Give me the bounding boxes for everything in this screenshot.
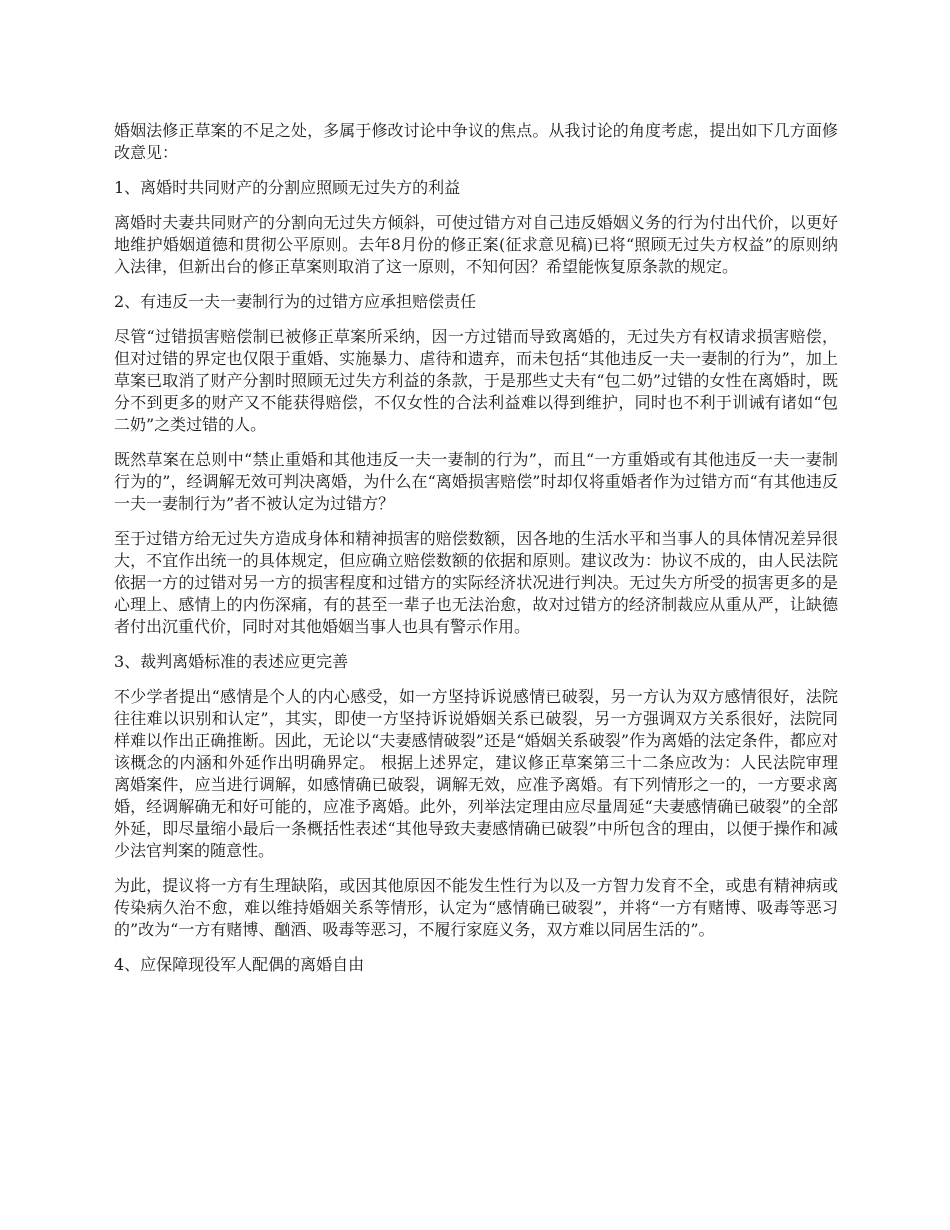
section-1-paragraph: 离婚时夫妻共同财产的分割向无过失方倾斜，可使过错方对自己违反婚姻义务的行为付出代价，以更好地维护婚姻道德和贯彻公平原则。去年8月份的修正案(征求意见稿)已将“照顾无过失方权益”的原则纳入法律，但新出台的修正草案则取消了这一原则，不知何因？希望能恢复原条款的规定。 bbox=[114, 213, 838, 276]
section-2-paragraph-3: 至于过错方给无过失方造成身体和精神损害的赔偿数额，因各地的生活水平和当事人的具体情况差异很大，不宜作出统一的具体规定，但应确立赔偿数额的依据和原则。建议改为：协议不成的，由人民法院依据一方的过错对另一方的损害程度和过错方的实际经济状况进行判决。无过失方所受的损害更多的是心理上、感情上的内伤深痛，有的甚至一辈子也无法治愈，故对过错方的经济制裁应从重从严，让缺德者付出沉重代价，同时对其他婚姻当事人也具有警示作用。 bbox=[114, 529, 838, 636]
section-3-paragraph-2: 为此，提议将一方有生理缺陷，或因其他原因不能发生性行为以及一方智力发育不全，或患有精神病或传染病久治不愈，难以维持婚姻关系等情形，认定为“感情确已破裂”，并将“一方有赌博、吸毒等恶习的”改为“一方有赌博、酗酒、吸毒等恶习，不履行家庭义务，双方难以同居生活的”。 bbox=[114, 876, 838, 939]
section-3-paragraph-1: 不少学者提出“感情是个人的内心感受，如一方坚持诉说感情已破裂，另一方认为双方感情很好，法院往往难以识别和认定”，其实，即使一方坚持诉说婚姻关系已破裂，另一方强调双方关系很好，法院同样难以作出正确推断。因此，无论以“夫妻感情破裂”还是“婚姻关系破裂”作为离婚的法定条件，都应对该概念的内涵和外延作出明确界定。 根据上述界定，建议修正草案第三十二条应改为：人民法院审理离婚案件，应当进行调解，如感情确已破裂，调解无效，应准予离婚。有下列情形之一的，一方要求离婚，经调解确无和好可能的，应准予离婚。此外，列举法定理由应尽量周延“夫妻感情确已破裂”的全部外延，即尽量缩小最后一条概括性表述“其他导致夫妻感情确已破裂”中所包含的理由，以便于操作和减少法官判案的随意性。 bbox=[114, 687, 838, 860]
section-heading-4: 4、应保障现役军人配偶的离婚自由 bbox=[114, 955, 365, 974]
intro-paragraph: 婚姻法修正草案的不足之处，多属于修改讨论中争议的焦点。从我讨论的角度考虑，提出如下几方面修改意见： bbox=[114, 121, 838, 162]
section-heading-2: 2、有违反一夫一妻制行为的过错方应承担赔偿责任 bbox=[114, 292, 477, 311]
section-2-paragraph-1: 尽管“过错损害赔偿制已被修正草案所采纳，因一方过错而导致离婚的，无过失方有权请求损害赔偿，但对过错的界定也仅限于重婚、实施暴力、虐待和遗弃，而未包括“其他违反一夫一妻制的行为”，加上草案已取消了财产分割时照顾无过失方利益的条款，于是那些丈夫有“包二奶”过错的女性在离婚时，既分不到更多的财产又不能获得赔偿，不仅女性的合法利益难以得到维护，同时也不利于训诫有诸如“包二奶”之类过错的人。 bbox=[114, 327, 838, 434]
section-heading-3: 3、裁判离婚标准的表述应更完善 bbox=[114, 652, 349, 671]
section-2-paragraph-2: 既然草案在总则中“禁止重婚和其他违反一夫一妻制的行为”，而且“一方重婚或有其他违反一夫一妻制行为的”，经调解无效可判决离婚，为什么在“离婚损害赔偿”时却仅将重婚者作为过错方而“有其他违反一夫一妻制行为”者不被认定为过错方？ bbox=[114, 450, 838, 513]
section-heading-1: 1、离婚时共同财产的分割应照顾无过失方的利益 bbox=[114, 178, 461, 197]
document-body bbox=[114, 120, 838, 989]
